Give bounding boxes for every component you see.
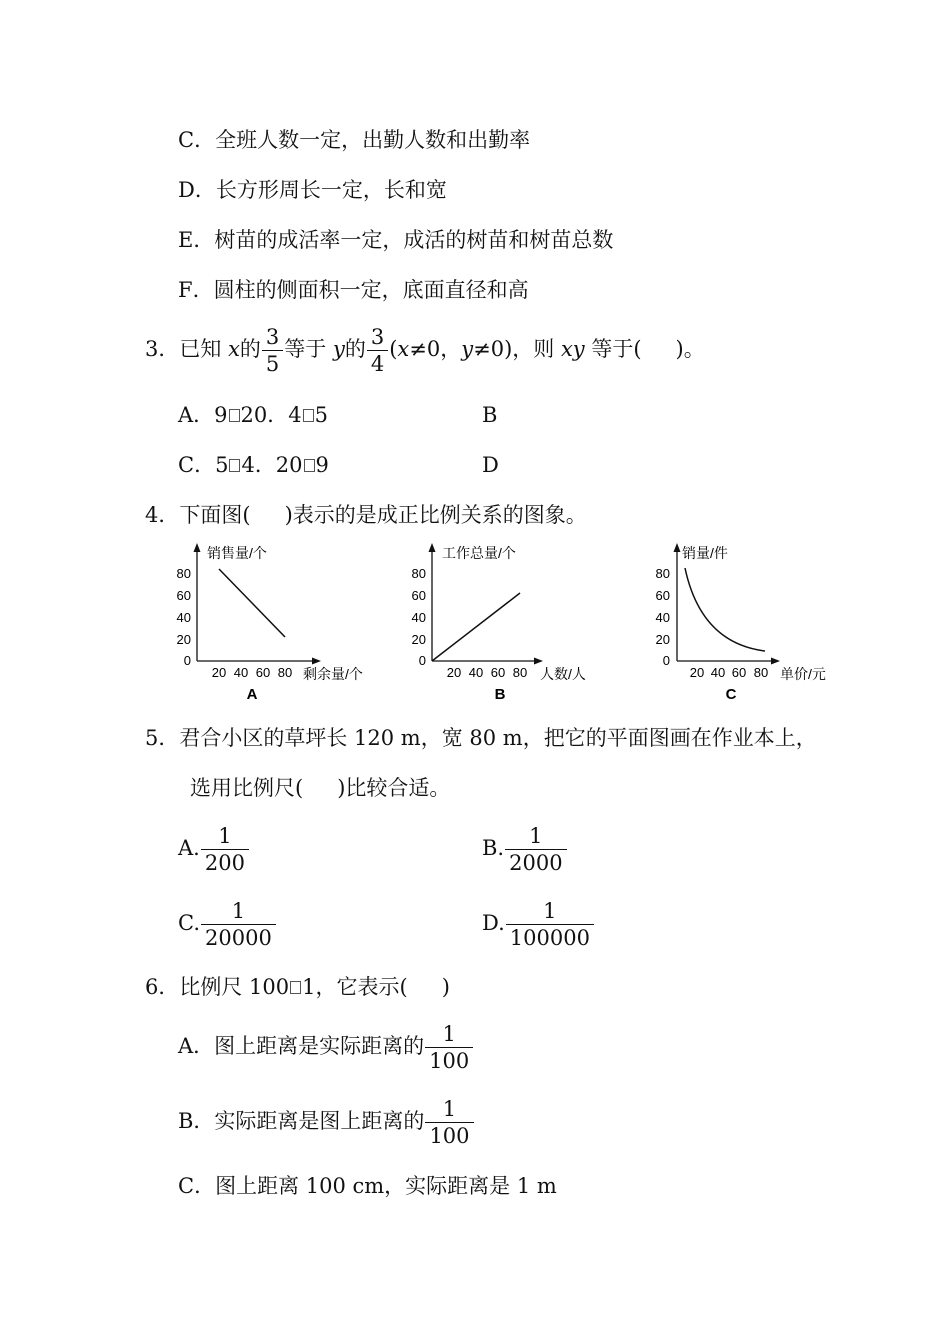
q2-option-c: C．全班人数一定，出勤人数和出勤率: [178, 128, 531, 152]
q5-option-d: [482, 900, 595, 949]
q2-option-d: D．长方形周长一定，长和宽: [178, 178, 447, 202]
fraction-numerator: 1: [425, 1023, 473, 1048]
x-tick: 40: [468, 665, 484, 680]
fraction-denominator: 100: [429, 1124, 470, 1149]
q3-text: ≠0，: [409, 337, 462, 362]
q4-text: 4．下面图(: [145, 503, 251, 527]
x-axis-arrow: [771, 658, 780, 665]
q3-option-a: 20: [240, 403, 268, 427]
option-fraction: [425, 1023, 473, 1072]
option-label: B.: [482, 836, 505, 861]
y-axis-arrow: [429, 543, 436, 552]
q3-text: 已知: [179, 337, 229, 362]
graph-caption: C: [725, 686, 737, 703]
q4-text: )表示的是成正比例关系的图象。: [284, 503, 587, 527]
y-axis-label: 销售量/个: [207, 545, 267, 561]
q3-fraction-2: [367, 326, 388, 375]
q3-option-b-label: B: [482, 403, 498, 427]
option-label: D.: [482, 911, 505, 936]
q5-option-c: [178, 900, 277, 949]
y-tick: 80: [411, 566, 426, 581]
q3-option-d-value: ．20: [254, 453, 303, 477]
y-axis-arrow: [194, 543, 201, 552]
fraction-numerator: 3: [367, 326, 388, 351]
y-tick: 20: [176, 632, 191, 647]
y-tick: 60: [655, 588, 670, 603]
data-line: [219, 569, 285, 637]
option-fraction: [201, 825, 249, 874]
fraction-denominator: 100: [429, 1049, 470, 1074]
q3-option-c: C．5: [178, 453, 229, 477]
x-axis-arrow: [534, 658, 543, 665]
x-tick: 20: [446, 665, 462, 680]
option-label: A.: [178, 836, 200, 861]
x-tick: 20: [211, 665, 227, 680]
fraction-numerator: 1: [505, 825, 566, 850]
y-axis-label: 工作总量/个: [442, 545, 516, 561]
graph-caption: B: [494, 686, 506, 703]
q3-var-y: y: [332, 337, 345, 362]
y-tick: 40: [176, 610, 191, 625]
question-4: [145, 505, 587, 526]
graph-c: [643, 538, 853, 708]
fraction-denominator: 2000: [509, 851, 563, 876]
question-5-line-1: 5．君合小区的草坪长 120 m，宽 80 m，把它的平面图画在作业本上，: [145, 726, 817, 750]
q3-text: 等于: [284, 337, 333, 362]
y-tick: 20: [411, 632, 426, 647]
q5-text: 选用比例尺(: [190, 776, 304, 800]
fraction-denominator: 20000: [205, 926, 272, 951]
x-axis-label: 单价/元: [780, 666, 826, 682]
q6-option-c: C．图上距离 100 cm，实际距离是 1 m: [178, 1174, 557, 1198]
x-tick: 40: [233, 665, 249, 680]
x-tick: 60: [731, 665, 747, 680]
y-tick: 80: [655, 566, 670, 581]
q3-var-x: x: [228, 337, 240, 362]
q3-var-y: y: [461, 337, 474, 362]
q3-option-c-row: [178, 455, 329, 476]
q6-option-b: [178, 1098, 475, 1147]
data-line: [432, 593, 520, 661]
ratio-box-glyph: [229, 459, 240, 472]
q6-text: 1，它表示(: [302, 975, 408, 999]
x-tick: 80: [512, 665, 528, 680]
fraction-numerator: 1: [201, 900, 276, 925]
y-tick: 60: [176, 588, 191, 603]
graph-caption: A: [246, 686, 258, 703]
q3-text: 等于(: [584, 337, 642, 362]
q3-text: 的: [344, 337, 366, 362]
ratio-box-glyph: [303, 409, 314, 422]
ratio-box-glyph: [304, 459, 315, 472]
ratio-box-glyph: [290, 981, 301, 994]
question-5-line-2: [190, 778, 450, 799]
y-axis-label: 销量/件: [682, 545, 728, 561]
y-tick: 40: [411, 610, 426, 625]
option-fraction: [201, 900, 276, 949]
ratio-box-glyph: [229, 409, 240, 422]
x-tick: 20: [689, 665, 705, 680]
x-axis-label: 剩余量/个: [303, 666, 363, 682]
graph-b: [400, 538, 620, 708]
x-axis-label: 人数/人: [540, 666, 586, 682]
question-3: [145, 326, 705, 375]
option-label: C.: [178, 911, 200, 936]
q5-text: )比较合适。: [337, 776, 451, 800]
q5-option-a: [178, 825, 250, 874]
question-6: [145, 977, 450, 998]
q3-option-d-value: 9: [315, 453, 329, 477]
y-axis-arrow: [674, 543, 681, 552]
option-text: A．图上距离是实际距离的: [178, 1034, 425, 1059]
fraction-numerator: 1: [425, 1098, 473, 1123]
q3-text: (: [389, 337, 398, 362]
q2-option-f: F．圆柱的侧面积一定，底面直径和高: [178, 278, 529, 302]
q3-text: )。: [675, 337, 705, 362]
x-axis-arrow: [312, 658, 321, 665]
q3-option-c: 4: [241, 453, 255, 477]
fraction-denominator: 200: [204, 851, 245, 876]
y-tick: 0: [662, 653, 670, 668]
q3-text: ≠0)，则: [473, 337, 561, 362]
y-tick: 0: [418, 653, 426, 668]
q6-text: 6．比例尺 100: [145, 975, 290, 999]
q3-option-a-row: [178, 405, 328, 426]
y-tick: 40: [655, 610, 670, 625]
q5-option-b: [482, 825, 568, 874]
x-tick: 60: [255, 665, 271, 680]
q6-option-a: [178, 1023, 474, 1072]
y-tick: 0: [183, 653, 191, 668]
option-fraction: [425, 1098, 473, 1147]
q2-option-e: E．树苗的成活率一定，成活的树苗和树苗总数: [178, 228, 614, 252]
y-tick: 80: [176, 566, 191, 581]
q3-var-x: x: [397, 337, 410, 362]
x-tick: 40: [710, 665, 726, 680]
q3-option-b-value: 5: [314, 403, 329, 427]
q3-var-xy: xy: [560, 337, 585, 362]
q3-option-b-value: ．4: [267, 403, 302, 427]
x-tick: 60: [490, 665, 506, 680]
fraction-numerator: 3: [262, 326, 283, 351]
fraction-denominator: 100000: [509, 926, 590, 951]
q6-text: ): [441, 975, 450, 999]
option-text: B．实际距离是图上距离的: [178, 1109, 425, 1134]
q3-text: 的: [239, 337, 261, 362]
fraction-numerator: 1: [506, 900, 594, 925]
option-fraction: [506, 900, 594, 949]
data-curve: [685, 568, 765, 651]
fraction-denominator: 5: [265, 352, 280, 377]
q3-option-a: A．9: [178, 403, 228, 427]
q3-option-d-label: D: [482, 453, 499, 477]
y-tick: 60: [411, 588, 426, 603]
option-fraction: [505, 825, 566, 874]
q3-number: 3．: [145, 337, 180, 362]
graph-a: [165, 538, 385, 708]
fraction-denominator: 4: [370, 352, 385, 377]
q3-fraction-1: [262, 326, 283, 375]
y-tick: 20: [655, 632, 670, 647]
x-tick: 80: [753, 665, 769, 680]
x-tick: 80: [277, 665, 293, 680]
fraction-numerator: 1: [201, 825, 249, 850]
